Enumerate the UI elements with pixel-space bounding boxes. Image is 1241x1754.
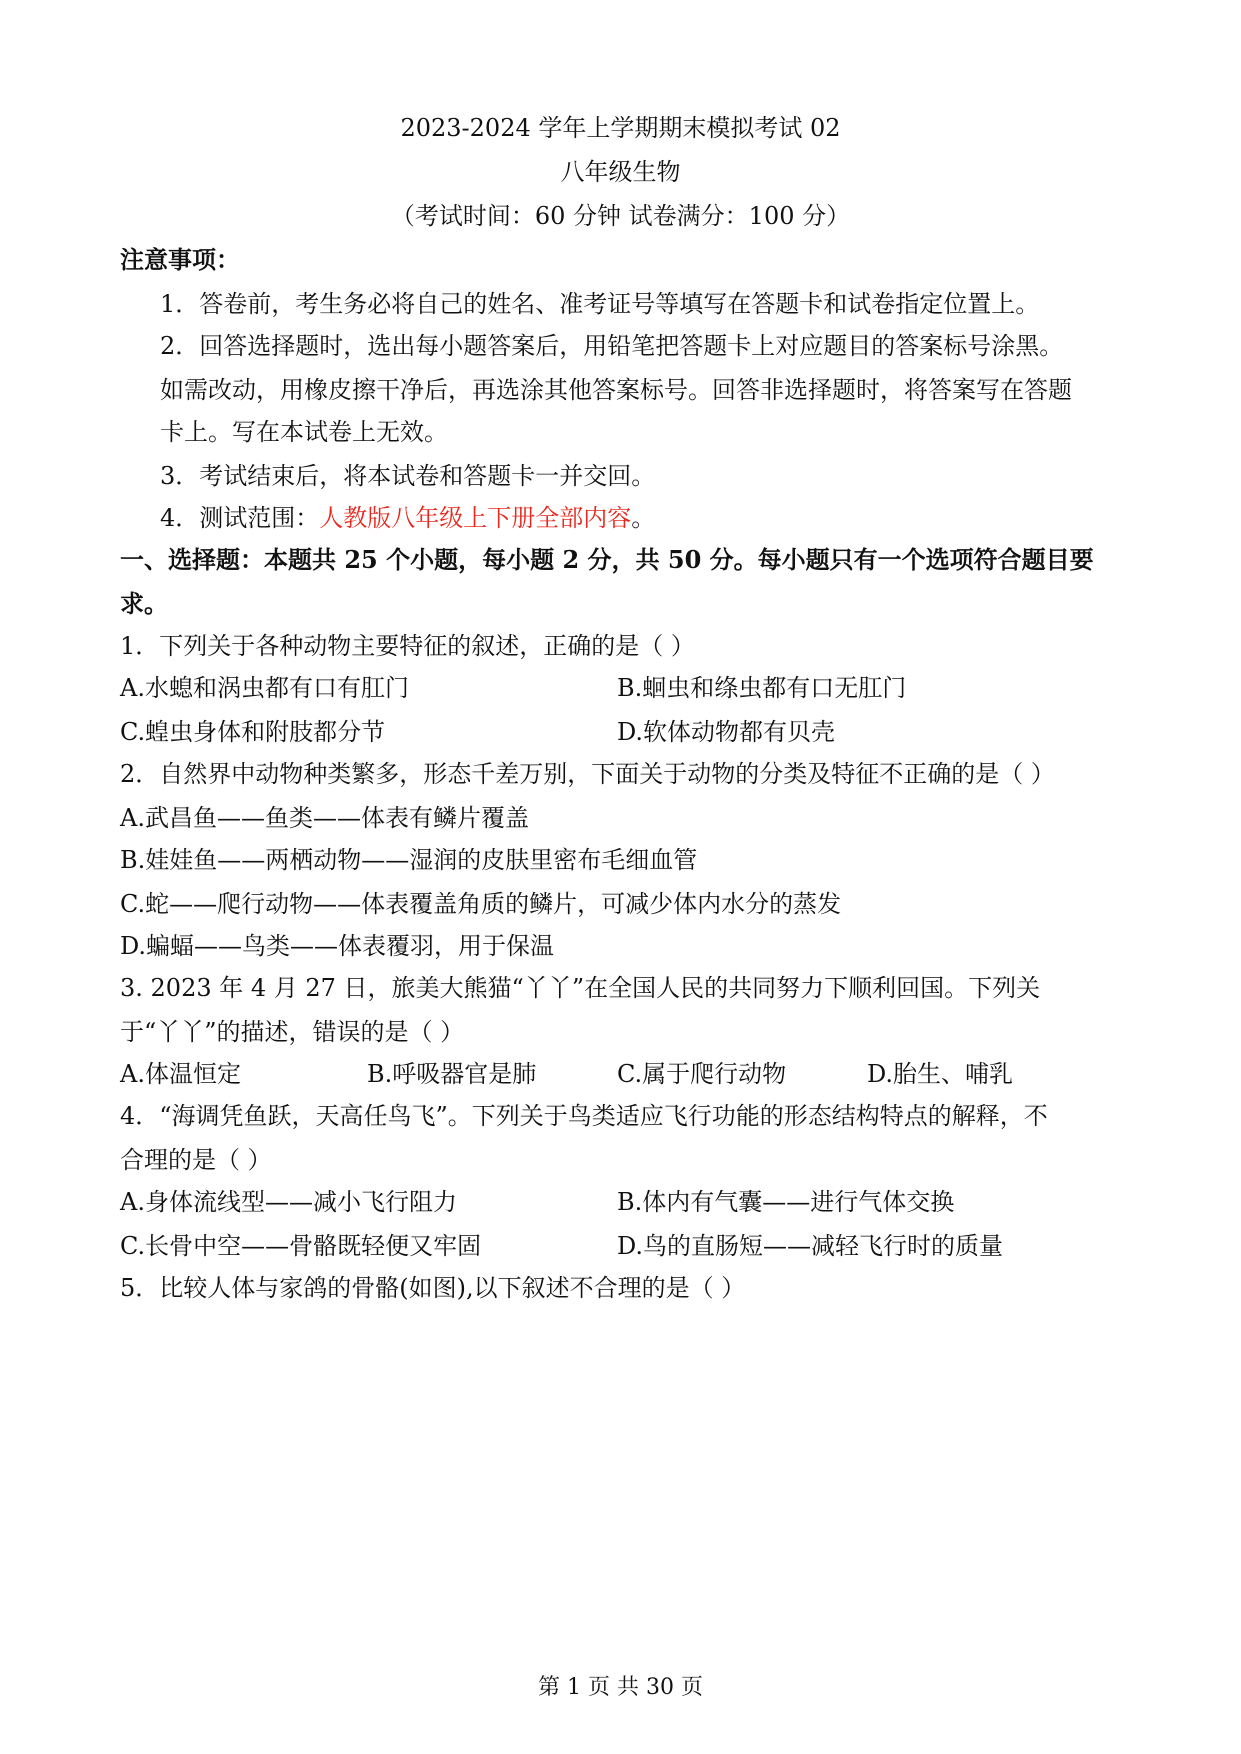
notice-item-4 (160, 498, 655, 533)
notice-item-4-prefix: 4．测试范围： (160, 504, 320, 532)
question-1-option-d: D.软体动物都有贝壳 (617, 718, 836, 746)
question-1-stem: 1．下列关于各种动物主要特征的叙述，正确的是（ ） (120, 632, 695, 660)
question-1-option-a: A.水螅和涡虫都有口有肛门 (120, 674, 409, 702)
section-heading-cont: 求。 (120, 589, 168, 618)
notice-item-3: 3．考试结束后，将本试卷和答题卡一并交回。 (160, 462, 656, 490)
question-5-stem: 5．比较人体与家鸽的骨骼(如图),以下叙述不合理的是（ ） (120, 1274, 746, 1302)
question-4-option-a: A.身体流线型——减小飞行阻力 (120, 1188, 457, 1216)
question-4-option-c: C.长骨中空——骨骼既轻便又牢固 (120, 1232, 482, 1260)
question-2-option-c: C.蛇——爬行动物——体表覆盖角质的鳞片，可减少体内水分的蒸发 (120, 890, 842, 918)
question-2-option-d: D.蝙蝠——鸟类——体表覆羽，用于保温 (120, 932, 555, 960)
notice-item-1: 1．答卷前，考生务必将自己的姓名、准考证号等填写在答题卡和试卷指定位置上。 (160, 290, 1040, 318)
notice-item-2-end: 卡上。写在本试卷上无效。 (160, 418, 448, 446)
section-heading: 一、选择题：本题共 25 个小题，每小题 2 分，共 50 分。每小题只有一个选项符合题目要 (120, 545, 1094, 574)
question-3-stem: 3. 2023 年 4 月 27 日，旅美大熊猫“丫丫”在全国人民的共同努力下顺利回国。下列关 (120, 974, 1041, 1002)
question-3-option-c: C.属于爬行动物 (617, 1060, 787, 1088)
question-1-option-c: C.蝗虫身体和附肢都分节 (120, 718, 386, 746)
question-2-stem: 2．自然界中动物种类繁多，形态千差万别，下面关于动物的分类及特征不正确的是（ ） (120, 760, 1055, 788)
notice-item-2-cont: 如需改动，用橡皮擦干净后，再选涂其他答案标号。回答非选择题时，将答案写在答题 (160, 376, 1072, 404)
question-3-option-b: B.呼吸器官是肺 (367, 1060, 537, 1088)
question-2-option-b: B.娃娃鱼——两栖动物——湿润的皮肤里密布毛细血管 (120, 846, 698, 874)
question-3-option-a: A.体温恒定 (120, 1060, 241, 1088)
question-1-option-b: B.蛔虫和绦虫都有口无肛门 (617, 674, 907, 702)
notice-heading: 注意事项： (120, 245, 240, 274)
question-4-option-d: D.鸟的直肠短——减轻飞行时的质量 (617, 1232, 1004, 1260)
exam-title: 2023-2024 学年上学期期末模拟考试 02 (400, 114, 841, 142)
page-number: 第 1 页 共 30 页 (538, 1675, 703, 1700)
question-3-stem-cont: 于“丫丫”的描述，错误的是（ ） (120, 1018, 465, 1046)
test-scope: 人教版八年级上下册全部内容 (319, 504, 632, 532)
exam-info: （考试时间：60 分钟 试卷满分：100 分） (390, 202, 851, 230)
notice-item-4-suffix: 。 (631, 504, 656, 532)
question-2-option-a: A.武昌鱼——鱼类——体表有鳞片覆盖 (120, 804, 529, 832)
notice-item-2: 2．回答选择题时，选出每小题答案后，用铅笔把答题卡上对应题目的答案标号涂黑。 (160, 332, 1064, 360)
question-4-option-b: B.体内有气囊——进行气体交换 (617, 1188, 955, 1216)
subject-title: 八年级生物 (560, 158, 681, 186)
question-4-stem: 4．“海调凭鱼跃，天高任鸟飞”。下列关于鸟类适应飞行功能的形态结构特点的解释，不 (120, 1102, 1048, 1130)
question-4-stem-cont: 合理的是（ ） (120, 1146, 272, 1174)
question-3-option-d: D.胎生、哺乳 (867, 1060, 1014, 1088)
